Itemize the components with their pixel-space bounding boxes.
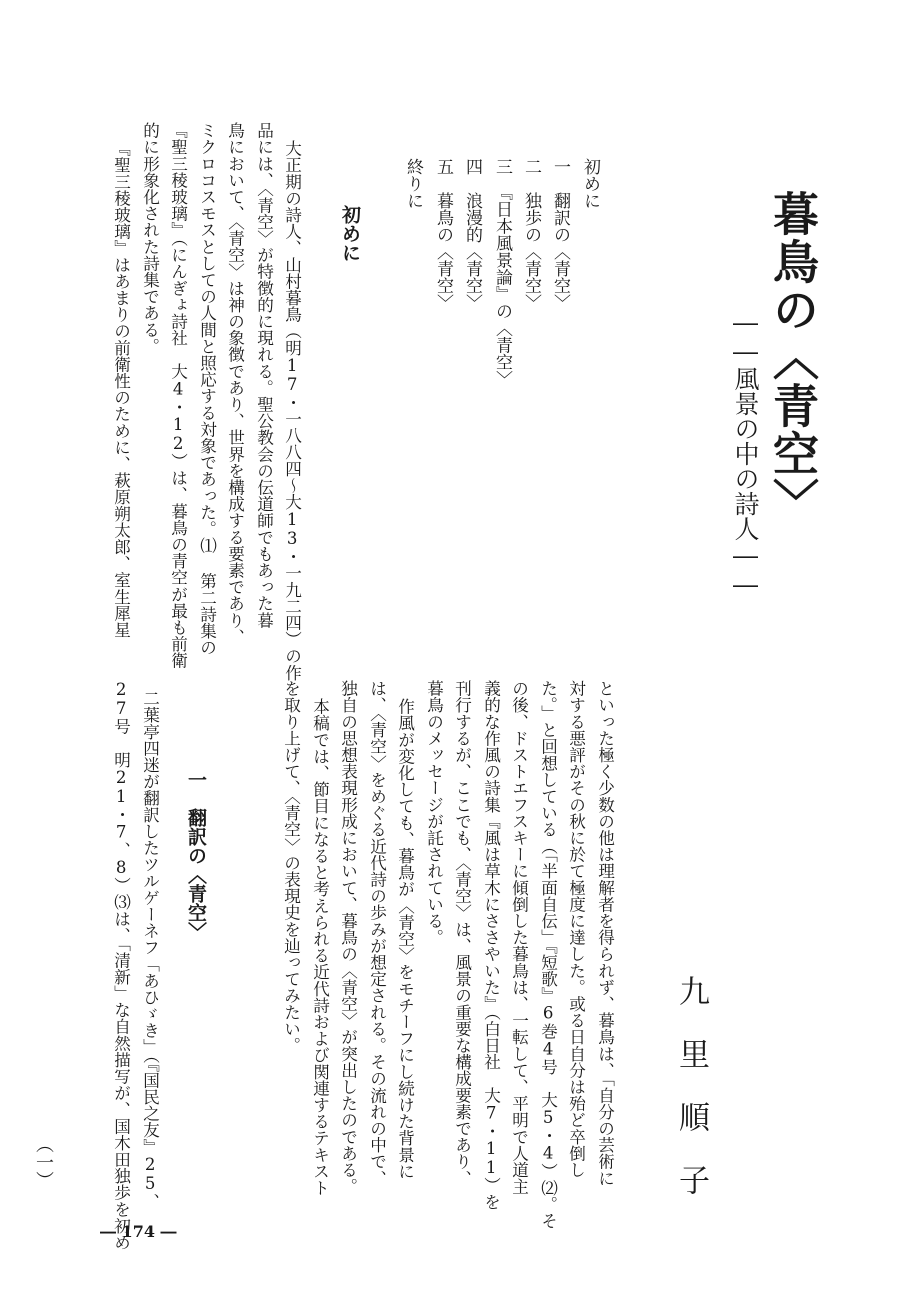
toc-item: 五 暮鳥の〈青空〉 [433,158,453,311]
article-title: 暮鳥の〈青空〉 [766,190,820,526]
text-line: ミクロコスモスとしての人間と照応する対象であった。⑴ 第二詩集の [197,122,217,656]
page-number: ― 174 ― [100,1222,177,1241]
text-line: を取り上げて、〈青空〉の表現史を辿ってみたい。 [281,680,301,1054]
text-line: 独自の思想表現形成において、暮鳥の〈青空〉が突出したのである。 [338,680,358,1195]
text-line: 本稿では、節目になると考えられる近代詩および関連するテキスト [310,698,330,1196]
text-line: 二葉亭四迷が翻訳したツルゲーネフ「あひゞき」（『国民之友』25、 [140,690,160,1210]
text-line: は、〈青空〉をめぐる近代詩の歩みが想定される。その流れの中で、 [367,680,387,1187]
text-line: 暮鳥のメッセージが託されている。 [424,680,444,946]
text-line: た。」と回想している（「半面自伝」『短歌』6巻4号 大5・4）⑵。そ [538,680,558,1230]
toc-item: 三 『日本風景論』の〈青空〉 [492,158,512,388]
text-line: 鳥において、〈青空〉は神の象徴であり、世界を構成する要素であり、 [225,122,245,645]
toc-item: 一 翻訳の〈青空〉 [550,158,570,311]
text-line: 義的な作風の詩集『風は草木にささやいた』（白日社 大7・11）を [481,680,501,1211]
text-line: 27号 明21・7、8）⑶は、「清新」な自然描写が、国木田独歩を初め [111,680,131,1251]
section-heading: 一 翻訳の〈青空〉 [185,770,207,941]
text-line: 品には、〈青空〉が特徴的に現れる。聖公教会の伝道師でもあった暮 [254,122,274,629]
text-line: 対する悪評がその秋に於て極度に達した。或る日自分は殆ど卒倒し [566,680,586,1178]
text-line: 作風が変化しても、暮鳥が〈青空〉をモチーフにし続けた背景に [395,698,415,1180]
text-line: 『聖三稜玻璃』はあまりの前衛性のために、萩原朔太郎、室生犀星 [111,140,131,638]
text-line: 大正期の詩人、山村暮鳥（明17・一八八四～大13・一九二四）の作 [282,140,302,681]
toc-item: 終りに [403,158,423,209]
text-line: 的に形象化された詩集である。 [140,122,160,355]
text-line: 『聖三稜玻璃』（にんぎょ詩社 大4・12）は、暮鳥の青空が最も前衛 [168,122,188,669]
author-name: 九里順子 [673,975,709,1227]
toc-item: 四 浪漫的〈青空〉 [462,158,482,311]
margin-number: （一） [33,1135,54,1189]
text-line: といった極く少数の他は理解者を得られず、暮鳥は、「自分の芸術に [595,680,615,1187]
toc-item: 二 独歩の〈青空〉 [521,158,541,311]
toc-item: 初めに [580,158,600,209]
text-line: の後、ドストエフスキーに傾倒した暮鳥は、一転して、平明で人道主 [509,680,529,1195]
text-line: 刊行するが、ここでも、〈青空〉は、風景の重要な構成要素であり、 [452,680,472,1187]
article-subtitle: ――風景の中の詩人―― [731,308,760,599]
section-heading: 初めに [339,205,361,262]
